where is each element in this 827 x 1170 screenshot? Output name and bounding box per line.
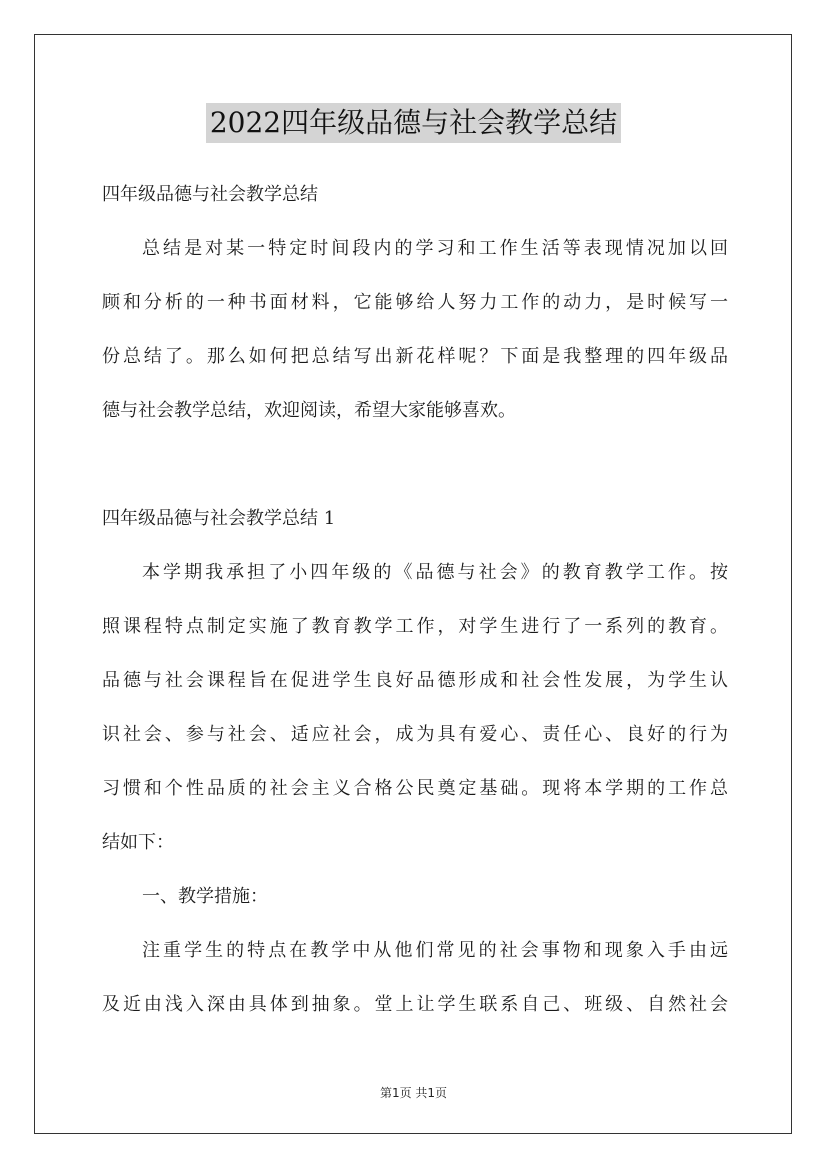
paragraph-gap — [102, 438, 728, 492]
title-container — [0, 103, 827, 143]
measures-heading: 一、教学措施： — [142, 886, 268, 907]
section-line-2: 照课程特点制定实施了教育教学工作，对学生进行了一系列的教育。 — [102, 616, 728, 637]
intro-line-1: 总结是对某一特定时间段内的学习和工作生活等表现情况加以回 — [142, 238, 728, 259]
section-heading: 四年级品德与社会教学总结 1 — [102, 508, 336, 529]
measures-line-2: 及近由浅入深由具体到抽象。堂上让学生联系自己、班级、自然社会 — [102, 994, 728, 1015]
section-line-3: 品德与社会课程旨在促进学生良好品德形成和社会性发展，为学生认 — [102, 670, 728, 691]
section-line-1: 本学期我承担了小四年级的《品德与社会》的教育教学工作。按 — [142, 562, 728, 583]
document-title: 2022四年级品德与社会教学总结 — [206, 103, 621, 143]
page-footer: 第1页 共1页 — [379, 1086, 448, 1100]
section-line-4: 识社会、参与社会、适应社会，成为具有爱心、责任心、良好的行为 — [102, 724, 728, 745]
subtitle: 四年级品德与社会教学总结 — [102, 184, 318, 205]
section-line-6: 结如下： — [102, 832, 174, 853]
intro-line-4: 德与社会教学总结，欢迎阅读，希望大家能够喜欢。 — [102, 400, 516, 421]
intro-line-3: 份总结了。那么如何把总结写出新花样呢？下面是我整理的四年级品 — [102, 346, 728, 367]
intro-line-2: 顾和分析的一种书面材料，它能够给人努力工作的动力，是时候写一 — [102, 292, 728, 313]
document-body — [102, 168, 728, 1032]
measures-line-1: 注重学生的特点在教学中从他们常见的社会事物和现象入手由远 — [142, 940, 728, 961]
section-line-5: 习惯和个性品质的社会主义合格公民奠定基础。现将本学期的工作总 — [102, 778, 728, 799]
